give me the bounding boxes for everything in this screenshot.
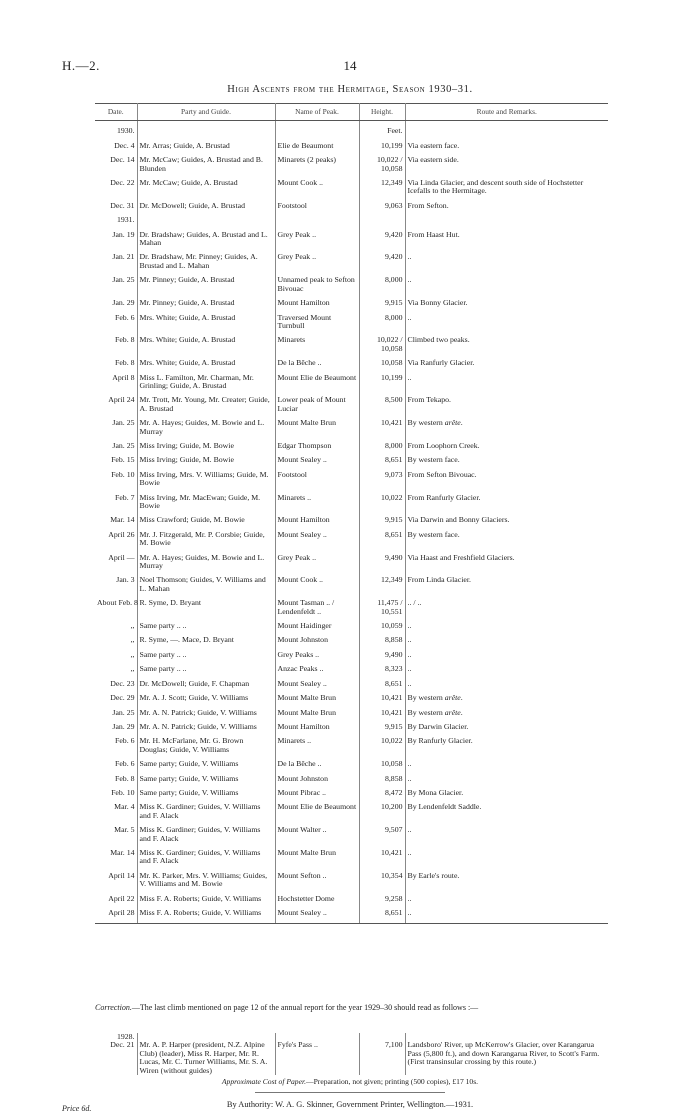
correction-height: 7,100 — [359, 1033, 405, 1075]
authority-line: By Authority: W. A. G. Skinner, Government Printer, Wellington.—1931. — [226, 1100, 474, 1109]
peak-cell: Minarets .. — [275, 494, 359, 517]
height-cell: 9,258 — [359, 895, 405, 909]
date-cell: Jan. 25 — [95, 442, 137, 456]
date-cell: Jan. 25 — [95, 709, 137, 723]
header-row — [95, 104, 608, 121]
height-cell: 9,507 — [359, 826, 405, 849]
party-cell: Miss Crawford; Guide, M. Bowie — [137, 516, 275, 530]
correction-peak: Fyfe's Pass .. — [275, 1033, 359, 1075]
table-row — [95, 396, 608, 419]
party-cell: Miss F. A. Roberts; Guide, V. Williams — [137, 909, 275, 924]
peak-cell: Minarets (2 peaks) — [275, 156, 359, 179]
cost-note — [0, 1077, 700, 1086]
date-cell: Dec. 22 — [95, 179, 137, 202]
peak-cell: Mount Elie de Beaumont — [275, 374, 359, 397]
document-code: H.—2. — [62, 58, 100, 73]
remarks-cell: From Ranfurly Glacier. — [407, 492, 481, 502]
height-cell: 8,472 — [359, 789, 405, 803]
remarks-cell: By Darwin Glacier. — [407, 721, 469, 731]
date-cell: Jan. 29 — [95, 299, 137, 313]
date-cell: ,, — [95, 622, 137, 636]
date-cell: Feb. 6 — [95, 314, 137, 337]
height-cell: 9,490 — [359, 651, 405, 665]
height-cell: 10,022 — [359, 737, 405, 760]
date-cell: Jan. 29 — [95, 723, 137, 737]
peak-cell: Mount Tasman .. / Lendenfeldt .. — [275, 599, 359, 622]
height-cell: 8,651 — [359, 456, 405, 470]
table-row — [95, 299, 608, 313]
height-cell: 8,500 — [359, 396, 405, 419]
remarks-cell: By Mona Glacier. — [407, 787, 464, 797]
peak-cell: Lower peak of Mount Luciar — [275, 396, 359, 419]
correction-text: —The last climb mentioned on page 12 of the annual report for the year 1929–30 should read as follows :— — [131, 1003, 479, 1012]
height-cell: 9,490 — [359, 554, 405, 577]
date-cell: Jan. 3 — [95, 576, 137, 599]
remarks-cell: From Tekapo. — [407, 395, 451, 405]
date-cell: Dec. 4 — [95, 142, 137, 156]
height-cell: 10,200 — [359, 803, 405, 826]
peak-cell: Mount Sealey .. — [275, 531, 359, 554]
date-cell: Dec. 31 — [95, 202, 137, 216]
height-cell: 10,421 — [359, 419, 405, 442]
party-cell: Mr. McCaw; Guides, A. Brustad and B. Blunden — [137, 156, 275, 179]
remarks-cell: .. — [407, 678, 412, 688]
height-cell: 11,475 / 10,551 — [359, 599, 405, 622]
height-cell: 8,858 — [359, 636, 405, 650]
party-cell: Mr. A. N. Patrick; Guide, V. Williams — [137, 709, 275, 723]
table-row — [95, 709, 608, 723]
remarks-cell: By Earle's route. — [407, 870, 460, 880]
col-header-peak: Name of Peak. — [275, 104, 359, 121]
peak-cell: Elie de Beaumont — [275, 142, 359, 156]
date-cell: ,, — [95, 636, 137, 650]
party-cell: Miss F. A. Roberts; Guide, V. Williams — [137, 895, 275, 909]
peak-cell: Mount Sealey .. — [275, 680, 359, 694]
table-row — [95, 849, 608, 872]
table-body — [95, 121, 608, 924]
peak-cell: Grey Peaks .. — [275, 651, 359, 665]
party-cell: Miss K. Gardiner; Guides, V. Williams and F. Alack — [137, 803, 275, 826]
party-cell: Dr. McDowell; Guide, A. Brustad — [137, 202, 275, 216]
peak-cell: De la Bêche .. — [275, 760, 359, 774]
height-cell: 10,058 — [359, 359, 405, 373]
party-cell: Mr. Arras; Guide, A. Brustad — [137, 142, 275, 156]
peak-cell: Hochstetter Dome — [275, 895, 359, 909]
peak-cell: Grey Peak .. — [275, 253, 359, 276]
table-row — [95, 374, 608, 397]
peak-cell: Mount Walter .. — [275, 826, 359, 849]
remarks-cell: .. — [407, 621, 412, 631]
party-cell: Noel Thomson; Guides, V. Williams and L. Mahan — [137, 576, 275, 599]
height-cell: 10,421 — [359, 849, 405, 872]
date-cell: About Feb. 8 — [95, 599, 137, 622]
party-cell — [137, 216, 275, 230]
table-row — [95, 872, 608, 895]
table-row — [95, 599, 608, 622]
price: Price 6d. — [62, 1104, 92, 1113]
date-cell: April — — [95, 554, 137, 577]
remarks-cell: By Ranfurly Glacier. — [407, 736, 473, 746]
height-cell: 10,354 — [359, 872, 405, 895]
correction-label: Correction. — [95, 1003, 132, 1012]
date-cell: Jan. 21 — [95, 253, 137, 276]
table-row — [95, 314, 608, 337]
remarks-cell: .. / .. — [407, 598, 422, 608]
date-cell: Dec. 14 — [95, 156, 137, 179]
date-cell: Feb. 15 — [95, 456, 137, 470]
date-cell: April 8 — [95, 374, 137, 397]
party-cell: Miss K. Gardiner; Guides, V. Williams and F. Alack — [137, 826, 275, 849]
table-row — [95, 276, 608, 299]
table-row — [95, 737, 608, 760]
remarks-cell: .. — [407, 893, 412, 903]
height-cell: 10,059 — [359, 622, 405, 636]
remarks-cell: Via Bonny Glacier. — [407, 298, 468, 308]
date-cell: Jan. 25 — [95, 276, 137, 299]
table-row — [95, 336, 608, 359]
height-cell: 12,349 — [359, 179, 405, 202]
date-cell: April 14 — [95, 872, 137, 895]
peak-cell: Mount Malte Brun — [275, 694, 359, 708]
peak-cell: Footstool — [275, 202, 359, 216]
col-header-party: Party and Guide. — [137, 104, 275, 121]
date-cell: Feb. 10 — [95, 471, 137, 494]
peak-cell: Mount Haidinger — [275, 622, 359, 636]
date-cell: Feb. 8 — [95, 775, 137, 789]
remarks-cell: .. — [407, 759, 412, 769]
party-cell: Miss Irving, Mr. MacEwan; Guide, M. Bowie — [137, 494, 275, 517]
date-cell: ,, — [95, 665, 137, 679]
correction-remarks: Landsboro' River, up McKerrow's Glacier, over Karangarua Pass (5,800 ft.), and down Karangarua River, to Scott's Farm. (First transinsular crossing by this route.) — [407, 1040, 600, 1067]
table-row — [95, 636, 608, 650]
peak-cell: Minarets .. — [275, 737, 359, 760]
table-row — [95, 419, 608, 442]
peak-cell: Mount Malte Brun — [275, 709, 359, 723]
correction-table — [95, 1033, 608, 1075]
table-row — [95, 789, 608, 803]
height-cell: 9,420 — [359, 253, 405, 276]
party-cell: R. Syme, D. Bryant — [137, 599, 275, 622]
party-cell: Miss Irving, Mrs. V. Williams; Guide, M. Bowie — [137, 471, 275, 494]
remarks-cell: From Sefton Bivouac. — [407, 469, 477, 479]
height-cell: 8,000 — [359, 442, 405, 456]
peak-cell: Mount Hamilton — [275, 723, 359, 737]
table-row — [95, 576, 608, 599]
peak-cell: Grey Peak .. — [275, 554, 359, 577]
correction-party: Mr. A. P. Harper (president, N.Z. Alpine Club) (leader), Miss R. Harper, Mr. R. Lucas, Mr. C. Turner Williams, Mr. S. A. Wiren (without guides) — [137, 1033, 275, 1075]
remarks-cell: By western arête. — [407, 707, 463, 717]
height-cell: 10,022 / 10,058 — [359, 336, 405, 359]
party-cell: Same party; Guide, V. Williams — [137, 789, 275, 803]
remarks-cell: By Lendenfeldt Saddle. — [407, 802, 482, 812]
date-cell: Feb. 7 — [95, 494, 137, 517]
remarks-cell: Via eastern face. — [407, 140, 460, 150]
table-row — [95, 554, 608, 577]
cost-label: Approximate Cost of Paper. — [221, 1077, 306, 1086]
date-cell: ,, — [95, 651, 137, 665]
party-cell: Mr. McCaw; Guide, A. Brustad — [137, 179, 275, 202]
table-row — [95, 494, 608, 517]
table-row — [95, 121, 608, 142]
table-row — [95, 680, 608, 694]
correction-note — [95, 1003, 608, 1013]
peak-cell: Mount Elie de Beaumont — [275, 803, 359, 826]
table-row — [95, 142, 608, 156]
party-cell: Mr. J. Fitzgerald, Mr. P. Corsbie; Guide, M. Bowie — [137, 531, 275, 554]
party-cell: Mr. K. Parker, Mrs. V. Williams; Guides, V. Williams and M. Bowie — [137, 872, 275, 895]
date-cell: Feb. 10 — [95, 789, 137, 803]
peak-cell: Mount Sefton .. — [275, 872, 359, 895]
party-cell: Same party; Guide, V. Williams — [137, 760, 275, 774]
correction-date: Dec. 21 — [110, 1040, 135, 1050]
remarks-cell — [405, 121, 608, 142]
remarks-cell: From Loophorn Creek. — [407, 440, 480, 450]
party-cell: Mr. A. Hayes; Guides, M. Bowie and L. Murray — [137, 419, 275, 442]
peak-cell: De la Bêche .. — [275, 359, 359, 373]
table-row — [95, 253, 608, 276]
peak-cell: Mount Sealey .. — [275, 456, 359, 470]
remarks-cell: .. — [407, 312, 412, 322]
date-cell: Feb. 6 — [95, 760, 137, 774]
height-cell: Feet. — [359, 121, 405, 142]
table-row — [95, 442, 608, 456]
table-row — [95, 651, 608, 665]
remarks-cell: From Sefton. — [407, 200, 449, 210]
peak-cell: Grey Peak .. — [275, 231, 359, 254]
peak-cell: Mount Sealey .. — [275, 909, 359, 924]
remarks-cell: Climbed two peaks. — [407, 335, 470, 345]
remarks-cell: .. — [407, 372, 412, 382]
date-cell: Dec. 23 — [95, 680, 137, 694]
remarks-cell: .. — [405, 909, 608, 924]
table-row — [95, 895, 608, 909]
table-title: High Ascents from the Hermitage, Season 1930–31. — [227, 84, 473, 95]
party-cell: Dr. Bradshaw; Guides, A. Brustad and L. Mahan — [137, 231, 275, 254]
party-cell: Same party .. .. — [137, 665, 275, 679]
height-cell: 9,915 — [359, 723, 405, 737]
remarks-cell: .. — [407, 275, 412, 285]
date-cell: Mar. 5 — [95, 826, 137, 849]
party-cell: Miss Irving; Guide, M. Bowie — [137, 456, 275, 470]
remarks-cell: Via Haast and Freshfield Glaciers. — [407, 552, 515, 562]
col-header-date: Date. — [95, 104, 137, 121]
correction-date-cell — [95, 1033, 137, 1075]
table-row — [95, 723, 608, 737]
peak-cell: Anzac Peaks .. — [275, 665, 359, 679]
party-cell: Same party .. .. — [137, 622, 275, 636]
height-cell: 10,022 / 10,058 — [359, 156, 405, 179]
peak-cell: Footstool — [275, 471, 359, 494]
peak-cell: Mount Pibrac .. — [275, 789, 359, 803]
cost-text: —Preparation, not given; printing (500 copies), £17 10s. — [305, 1077, 479, 1086]
party-cell: Mrs. White; Guide, A. Brustad — [137, 314, 275, 337]
peak-cell: Mount Cook .. — [275, 576, 359, 599]
table-row — [95, 456, 608, 470]
party-cell: Same party .. .. — [137, 651, 275, 665]
height-cell: 8,651 — [359, 531, 405, 554]
height-cell: 8,858 — [359, 775, 405, 789]
party-cell: Miss K. Gardiner; Guides, V. Williams and F. Alack — [137, 849, 275, 872]
height-cell — [359, 216, 405, 230]
date-cell: Mar. 14 — [95, 849, 137, 872]
table-row — [95, 202, 608, 216]
table-row — [95, 471, 608, 494]
remarks-cell: .. — [407, 825, 412, 835]
table-row — [95, 694, 608, 708]
party-cell — [137, 121, 275, 142]
table-row — [95, 622, 608, 636]
remarks-cell: Via Ranfurly Glacier. — [407, 358, 475, 368]
date-cell: April 26 — [95, 531, 137, 554]
remarks-cell — [405, 216, 608, 230]
remarks-cell: From Haast Hut. — [407, 229, 460, 239]
date-cell: April 22 — [95, 895, 137, 909]
party-cell: Mr. A. J. Scott; Guide, V. Williams — [137, 694, 275, 708]
party-cell: Mr. Pinney; Guide, A. Brustad — [137, 276, 275, 299]
remarks-cell: .. — [407, 252, 412, 262]
correction-row — [95, 1033, 608, 1075]
height-cell: 8,000 — [359, 276, 405, 299]
peak-cell: Mount Malte Brun — [275, 849, 359, 872]
date-cell: Mar. 4 — [95, 803, 137, 826]
table-row — [95, 179, 608, 202]
peak-cell: Traversed Mount Turnbull — [275, 314, 359, 337]
ascents-table — [95, 103, 608, 924]
table-row — [95, 516, 608, 530]
date-cell: April 28 — [95, 909, 137, 924]
height-cell: 8,323 — [359, 665, 405, 679]
table-row — [95, 156, 608, 179]
table-row — [95, 665, 608, 679]
party-cell: Mr. Pinney; Guide, A. Brustad — [137, 299, 275, 313]
table-row — [95, 909, 608, 924]
date-cell: Dec. 29 — [95, 694, 137, 708]
remarks-cell: .. — [407, 847, 412, 857]
table-row — [95, 826, 608, 849]
table-row — [95, 216, 608, 230]
date-cell: 1930. — [95, 121, 137, 142]
party-cell: Dr. Bradshaw, Mr. Pinney; Guides, A. Brustad and L. Mahan — [137, 253, 275, 276]
table-row — [95, 803, 608, 826]
table-row — [95, 531, 608, 554]
height-cell: 9,063 — [359, 202, 405, 216]
party-cell: Miss L. Familton, Mr. Charman, Mr. Grinling; Guide, A. Brustad — [137, 374, 275, 397]
height-cell: 9,420 — [359, 231, 405, 254]
table-row — [95, 359, 608, 373]
date-cell: 1931. — [95, 216, 137, 230]
height-cell: 10,199 — [359, 374, 405, 397]
remarks-cell: .. — [407, 773, 412, 783]
peak-cell: Mount Hamilton — [275, 299, 359, 313]
page-number: 14 — [343, 58, 357, 73]
party-cell: Mrs. White; Guide, A. Brustad — [137, 359, 275, 373]
peak-cell: Mount Cook .. — [275, 179, 359, 202]
party-cell: Mrs. White; Guide, A. Brustad — [137, 336, 275, 359]
remarks-cell: From Linda Glacier. — [407, 575, 471, 585]
remarks-cell: Via eastern side. — [407, 155, 459, 165]
remarks-cell: .. — [407, 664, 412, 674]
remarks-cell: Via Darwin and Bonny Glaciers. — [407, 515, 510, 525]
divider — [255, 1092, 445, 1093]
party-cell: Mr. A. Hayes; Guides, M. Bowie and L. Murray — [137, 554, 275, 577]
height-cell: 9,915 — [359, 299, 405, 313]
party-cell: Mr. Trott, Mr. Young, Mr. Creater; Guide, A. Brustad — [137, 396, 275, 419]
correction-year: 1928. — [116, 1032, 135, 1041]
height-cell: 8,651 — [359, 680, 405, 694]
party-cell: Miss Irving; Guide, M. Bowie — [137, 442, 275, 456]
remarks-cell: By western face. — [407, 455, 460, 465]
height-cell: 8,651 — [359, 909, 405, 924]
table-row — [95, 760, 608, 774]
table-row — [95, 231, 608, 254]
height-cell: 10,421 — [359, 694, 405, 708]
remarks-cell: By western face. — [407, 529, 460, 539]
peak-cell: Mount Johnston — [275, 775, 359, 789]
col-header-height: Height. — [359, 104, 405, 121]
col-header-remarks: Route and Remarks. — [405, 104, 608, 121]
date-cell: April 24 — [95, 396, 137, 419]
table-row — [95, 775, 608, 789]
remarks-cell: .. — [407, 635, 412, 645]
peak-cell — [275, 121, 359, 142]
date-cell: Feb. 8 — [95, 336, 137, 359]
date-cell: Mar. 14 — [95, 516, 137, 530]
party-cell: R. Syme, —. Mace, D. Bryant — [137, 636, 275, 650]
remarks-cell: .. — [407, 649, 412, 659]
remarks-cell: By western arête. — [407, 693, 463, 703]
party-cell: Same party; Guide, V. Williams — [137, 775, 275, 789]
height-cell: 8,000 — [359, 314, 405, 337]
peak-cell: Mount Malte Brun — [275, 419, 359, 442]
height-cell: 9,915 — [359, 516, 405, 530]
height-cell: 10,199 — [359, 142, 405, 156]
date-cell: Jan. 19 — [95, 231, 137, 254]
party-cell: Mr. H. McFarlane, Mr. G. Brown Douglas; Guide, V. Williams — [137, 737, 275, 760]
height-cell: 10,022 — [359, 494, 405, 517]
peak-cell: Unnamed peak to Sefton Bivouac — [275, 276, 359, 299]
date-cell: Feb. 8 — [95, 359, 137, 373]
remarks-cell: Via Linda Glacier, and descent south side of Hochstetter Icefalls to the Hermitage. — [407, 178, 584, 196]
party-cell: Dr. McDowell; Guide, F. Chapman — [137, 680, 275, 694]
date-cell: Feb. 6 — [95, 737, 137, 760]
height-cell: 12,349 — [359, 576, 405, 599]
height-cell: 10,058 — [359, 760, 405, 774]
peak-cell: Minarets — [275, 336, 359, 359]
peak-cell: Edgar Thompson — [275, 442, 359, 456]
remarks-cell: By western arête. — [407, 418, 463, 428]
peak-cell: Mount Hamilton — [275, 516, 359, 530]
party-cell: Mr. A. N. Patrick; Guide, V. Williams — [137, 723, 275, 737]
height-cell: 10,421 — [359, 709, 405, 723]
peak-cell: Mount Johnston — [275, 636, 359, 650]
height-cell: 9,073 — [359, 471, 405, 494]
peak-cell — [275, 216, 359, 230]
date-cell: Jan. 25 — [95, 419, 137, 442]
